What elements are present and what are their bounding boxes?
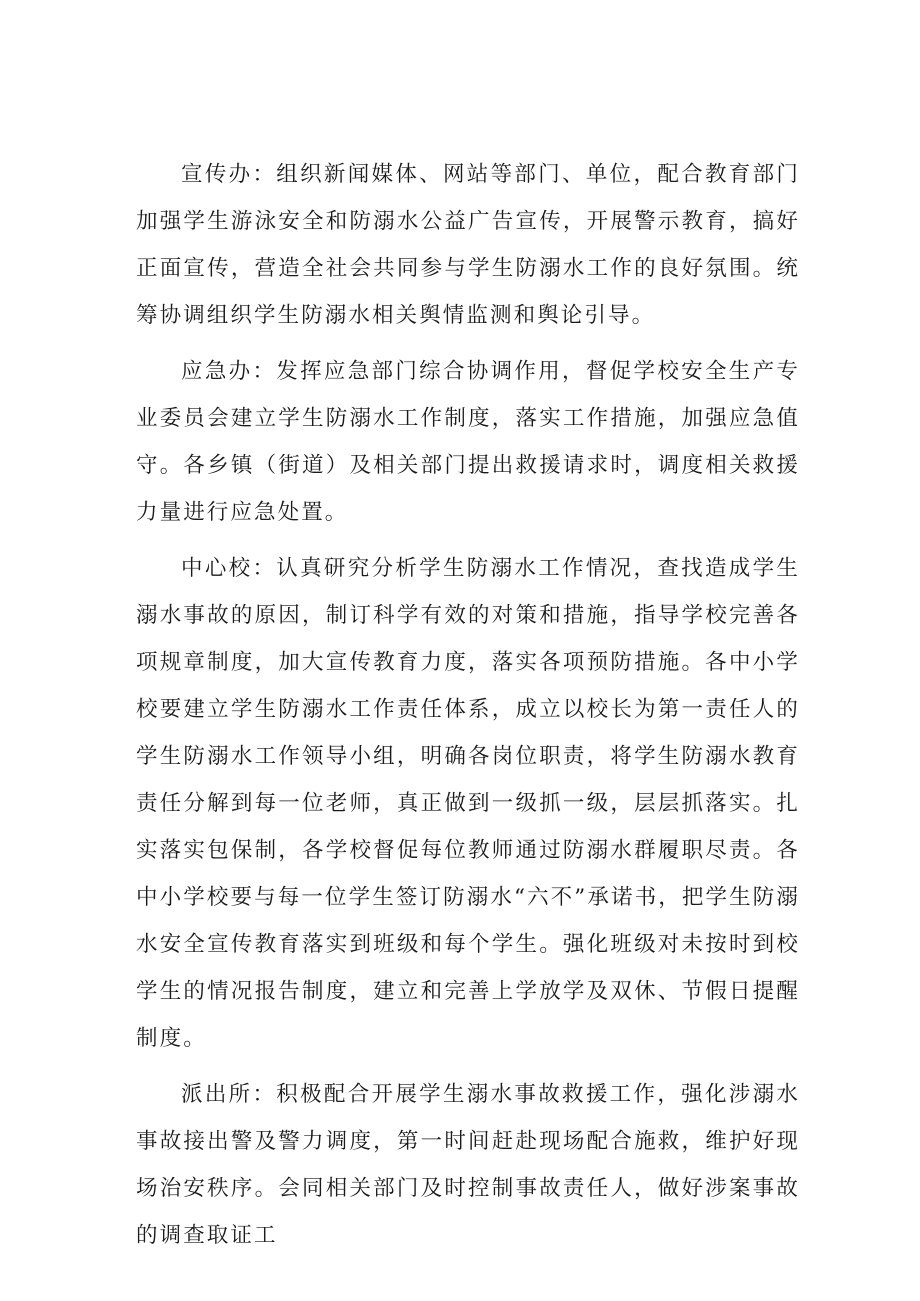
paragraph-heading: 派出所： [181, 1082, 277, 1107]
paragraph-text: 组织新闻媒体、网站等部门、单位，配合教育部门加强学生游泳安全和防溺水公益广告宣传，开展警示教育，搞好正面宣传，营造全社会共同参与学生防溺水工作的良好氛围。统筹协调组织学生防溺水相关舆情监测和舆论引导。 [136, 162, 800, 328]
paragraph-central-school [136, 545, 800, 1062]
paragraph-heading: 宣传办： [181, 162, 277, 187]
paragraph-heading: 中心校： [181, 556, 277, 581]
paragraph-emergency-office [136, 348, 800, 536]
paragraph-police-station [136, 1071, 800, 1259]
paragraph-text: 发挥应急部门综合协调作用，督促学校安全生产专业委员会建立学生防溺水工作制度，落实工作措施，加强应急值守。各乡镇（街道）及相关部门提出救援请求时，调度相关救援力量进行应急处置。 [136, 359, 800, 525]
paragraph-text: 积极配合开展学生溺水事故救援工作，强化涉溺水事故接出警及警力调度，第一时间赶赴现场配合施救，维护好现场治安秩序。会同相关部门及时控制事故责任人，做好涉案事故的调查取证工 [136, 1082, 800, 1248]
paragraph-text: 认真研究分析学生防溺水工作情况，查找造成学生溺水事故的原因，制订科学有效的对策和措施，指导学校完善各项规章制度，加大宣传教育力度，落实各项预防措施。各中小学校要建立学生防溺水工作责任体系，成立以校长为第一责任人的学生防溺水工作领导小组，明确各岗位职责，将学生防溺水教育责任分解到每一位老师，真正做到一级抓一级，层层抓落实。扎实落实包保制，各学校督促每位教师通过防溺水群履职尽责。各中小学校要与每一位学生签订防溺水“六不”承诺书，把学生防溺水安全宣传教育落实到班级和每个学生。强化班级对未按时到校学生的情况报告制度，建立和完善上学放学及双休、节假日提醒制度。 [136, 556, 800, 1051]
paragraph-heading: 应急办： [181, 359, 277, 384]
document-body [136, 151, 800, 1259]
paragraph-propaganda-office [136, 151, 800, 339]
